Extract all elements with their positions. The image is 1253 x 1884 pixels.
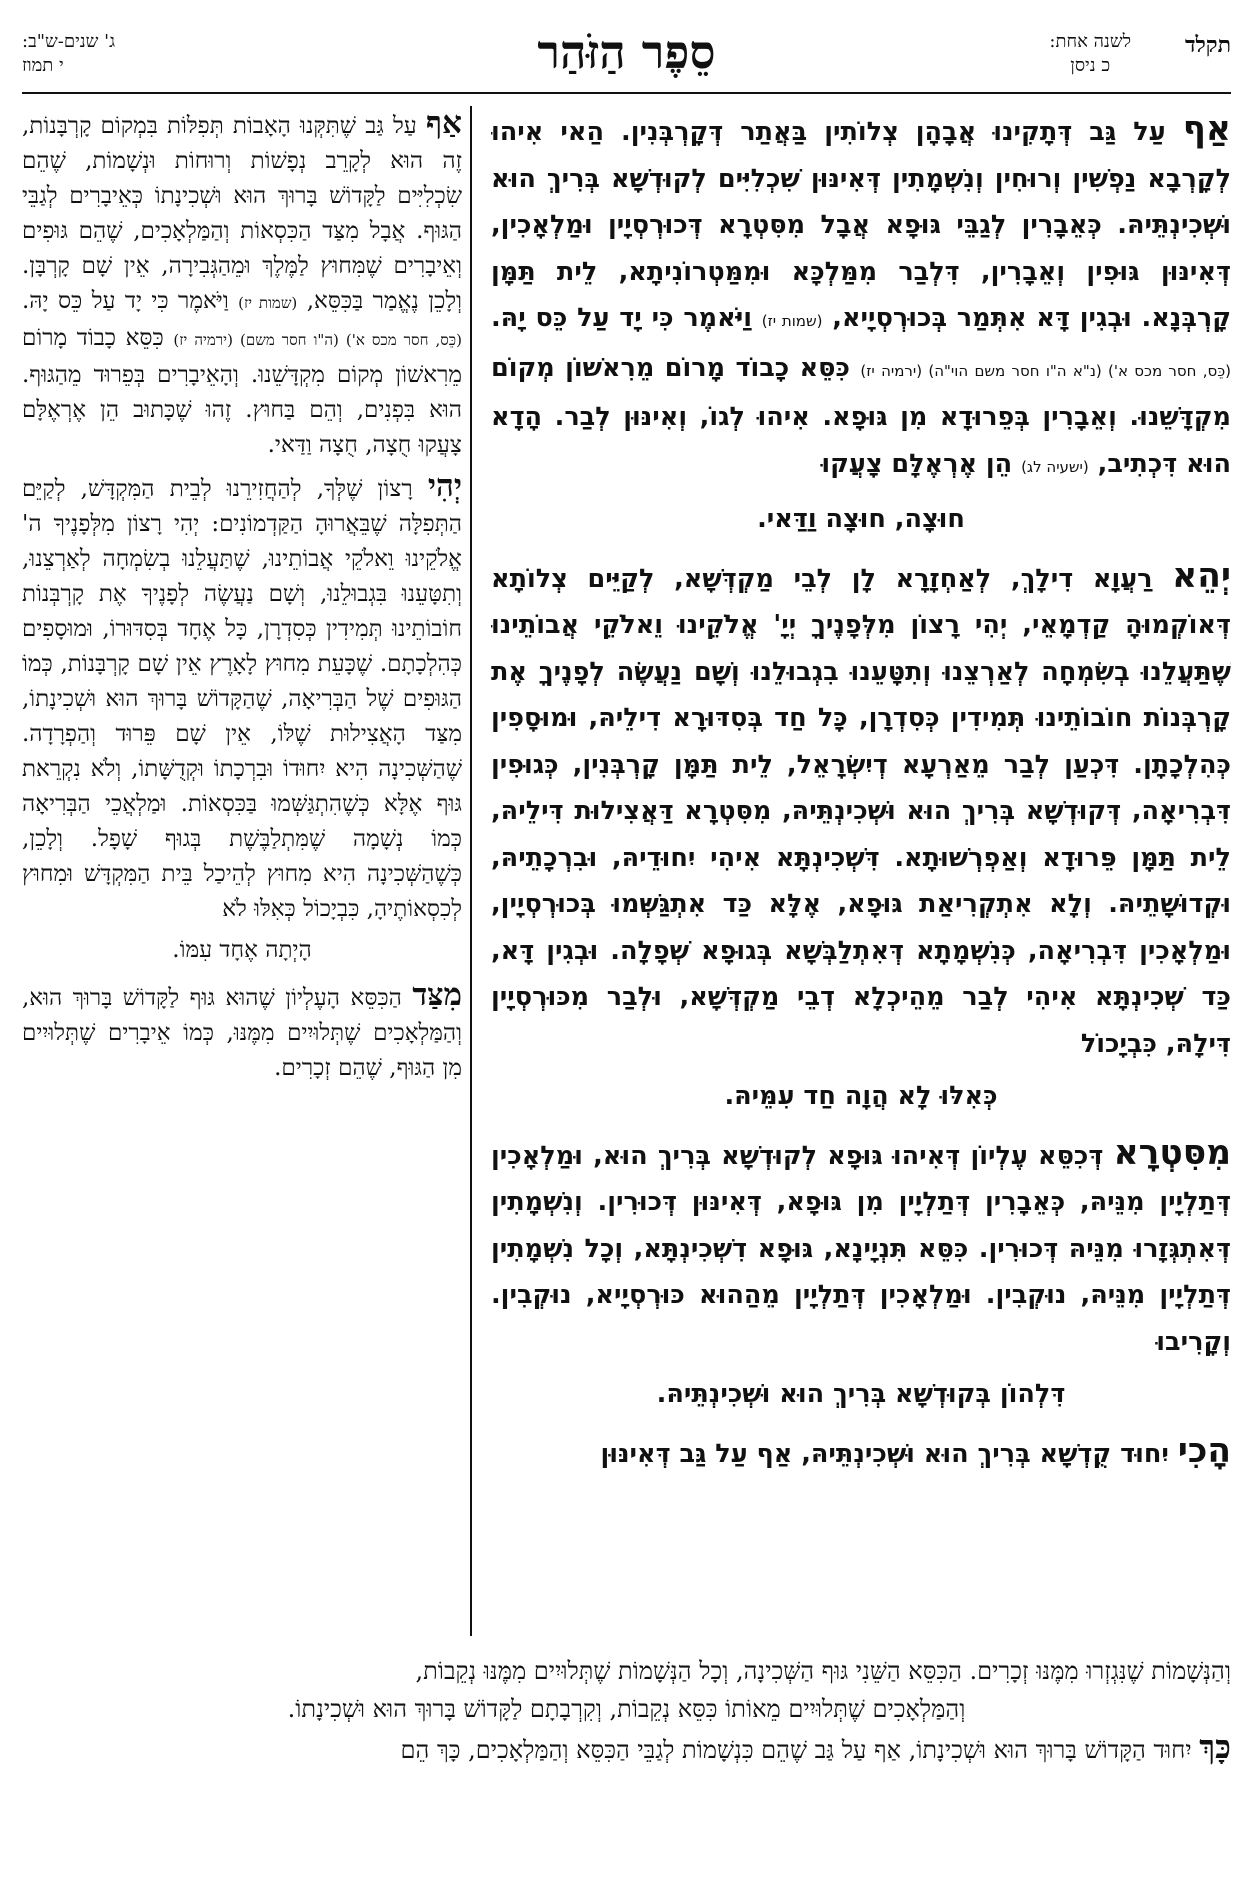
translation-paragraph-2 <box>22 469 462 927</box>
aramaic-paragraph-1 <box>491 106 1231 490</box>
paragraph-text: וַיֹּאמֶר כִּי יָד עַל כֵּס יָהּ. <box>491 303 762 333</box>
paragraph-text: עַל גַּב דְּתָקִינוּ אֲבָהָן צְלוֹתִין בַּאֲתַר דְּקָרְבְּנִין. הַאי אִיהוּ לְקָרְבָא נַפְשִׁין וְרוּחִין וְנִשְׁמָתִין דְּאִינּוּן שִׁכְלִיִּים לְקוּדְשָׁא בְּרִיךְ הוּא וּשְׁכִינְתֵּיהּ. כְּאֵבָרִין לְגַבֵּי גּוּפָא אֲבָל מִסִּטְרָא דְּכוּרְסְיָין וּמַלְאָכִין, דְּאִינּוּן גּוּפִין וְאֵבָרִין, דִּלְבַר מִמַּלְכָּא וּמִמַּטְרוֹנִיתָא, לֵית תַּמָּן קָרְבְּנָא. וּבְגִין דָּא אִתְּמַר בְּכוּרְסְיָיא, <box>491 117 1231 333</box>
paragraph-text: הֵן אֶרְאֶלָּם צָעֲקוּ <box>821 448 1022 479</box>
aramaic-paragraph-3 <box>491 1130 1231 1366</box>
three-year-date: י תמוז <box>22 55 64 76</box>
paragraph-text: דְּכִסֵּא עֶלְיוֹן דְּאִיהוּ גּוּפָא לְקוּדְשָׁא בְּרִיךְ הוּא, וּמַלְאָכִין דְּתַלְיָין מִנֵּיהּ, כְּאֵבָרִין דְּתַלְיָין מִן גּוּפָא, דְּאִינּוּן דְּכוּרִין. וְנִשְׁמָתִין דְּאִתְגְּזָרוּ מִנֵּיהּ דְּכוּרִין. כִּסֵּא תִּנְיָינָא, גּוּפָא דִשְׁכִינְתָּא, וְכָל נִשְׁמָתִין דְּתַלְיָין מִנֵּיהּ, נוּקְבִין. וּמַלְאָכִין דְּתַלְיָין מֵהַהוּא כּוּרְסְיָיא, נוּקְבִין. וְקָרִיבוּ <box>491 1140 1231 1357</box>
paragraph-lead-word: הָכִי <box>1177 1430 1231 1471</box>
aramaic-column <box>491 106 1231 1641</box>
hebrew-translation-column <box>22 106 462 1641</box>
paragraph-lead-word: מִסִּטְרָא <box>1113 1132 1231 1173</box>
paragraph-text: הַכִּסֵּא הָעֶלְיוֹן שֶׁהוּא גּוּף לַקָּדוֹשׁ בָּרוּךְ הוּא, וְהַמַּלְאָכִים שֶׁתְּלוּיִים מִמֶּנּוּ, כְּמוֹ אֵיבָרִים שֶׁתְּלוּיִים מִן הַגּוּף, שֶׁהֵם זְכָרִים. <box>22 985 462 1081</box>
paragraph-lead-word: יְהֵא <box>1172 555 1231 596</box>
paragraph-lead-word: יְהִי <box>427 468 462 504</box>
footer-line-3 <box>22 1728 1231 1769</box>
paragraph-text: יִחוּד קֻדְשָׁא בְּרִיךְ הוּא וּשְׁכִינְתֵּיהּ, אַף עַל גַּב דְּאִינּוּן <box>600 1438 1178 1469</box>
paragraph-lead-word: מִצַּד <box>412 977 462 1013</box>
paragraph-closing-line: כְּאִלּוּ לָא הֲוָה חַד עִמֵּיהּ. <box>724 1081 998 1111</box>
header-rule <box>22 92 1231 94</box>
paragraph-text: רַעֲוָא דִילָךְ, לְאַחְזָרָא לָן לְבֵי מַקְדְּשָׁא, לְקַיֵּים צְלוֹתָא דְּאוֹקְמוּהָ קַדְמָאֵי, יְהִי רָצוֹן מִלְּפָנֶיךָ יְיָ' אֱלֹקֵינוּ וֵאלֹקֵי אֲבוֹתֵינוּ שֶׁתַּעֲלֵנוּ בְשִׂמְחָה לְאַרְצֵנוּ וְתִטָּעֵנוּ בִגְבוּלֵנוּ וְשָׁם נַעֲשֶׂה לְפָנֶיךָ אֶת קָרְבְּנוֹת חוֹבוֹתֵינוּ תְּמִידִין כְּסִדְרָן, כָּל חַד בְּסִדּוּרָא דִילֵיהּ, וּמוּסָפִין כְּהִלְכָתָן. דִּכְעַן לְבַר מֵאַרְעָא דְיִשְׂרָאֵל, לֵית תַּמָּן קָרְבְּנִין, כְּגוּפִין דִּבְרִיאָה, דְּקוּדְשָׁא בְּרִיךְ הוּא וּשְׁכִינְתֵּיהּ, מִסִּטְרָא דַּאֲצִילוּת דִּילֵיהּ, לֵית תַּמָּן פֵּרוּדָא וְאַפְרְשׁוּתָא. דִּשְׁכִינְתָּא אִיהִי יִחוּדֵיהּ, וּבִרְכָתֵיהּ, וּקְדוּשָׁתֵיהּ. וְלָא אִתְקְרִיאַת גּוּפָא, אֶלָּא כַּד אִתְגַּשְּׁמוּ בְּכוּרְסְיָין, וּמַלְאָכִין דִּבְרִיאָה, כְּנִשְׁמָתָא דְּאִתְלַבְּשָׁא בְּגוּפָא שְׁפָלָה. וּבְגִין דָּא, כַּד שְׁכִינְתָּא אִיהִי לְבַר מֵהֵיכְלָא דְבֵי מַקְדְּשָׁא, וּלְבַר מִכּוּרְסְיָין דִּילָהּ, כִּבְיָכוֹל <box>491 563 1231 1059</box>
translation-paragraph-1 <box>22 106 462 463</box>
paragraph-closing-line: חוּצָה, חוּצָה וַדַּאי. <box>757 504 965 534</box>
column-divider <box>470 106 472 1636</box>
verse-reference: (כֵּס, חסר מכס א') (נ"א ה"ו חסר משם הוי"ה) (ירמיה יז) <box>860 361 1231 380</box>
paragraph-lead-word: אַף <box>1182 109 1231 149</box>
paragraph-closing-line: הָיְתָה אֶחָד עִמּוֹ. <box>172 937 312 963</box>
footer-line-1: וְהַנְּשָׁמוֹת שֶׁנִּגְזְרוּ מִמֶּנּוּ זְכָרִים. הַכִּסֵּא הַשֵּׁנִי גּוּף הַשְּׁכִינָה, וְכָל הַנְּשָׁמוֹת שֶׁתְּלוּיִים מִמֶּנּוּ נְקֵבוֹת, <box>415 1657 1231 1685</box>
aramaic-paragraph-2 <box>491 553 1231 1068</box>
paragraph-lead-word: כָּךְ <box>1199 1728 1231 1766</box>
three-year-schedule <box>22 30 115 78</box>
verse-reference: (כֵּס, חסר מכס א') (ה"ו חסר משם) (ירמיה יז) <box>173 331 462 349</box>
book-title: סֵפֶר הַזֹּהַר <box>537 25 716 79</box>
paragraph-lead-word: אַף <box>425 106 462 141</box>
verse-reference: (ישעיה לג) <box>1021 457 1089 476</box>
footer-line-2: וְהַמַּלְאָכִים שֶׁתְּלוּיִים מֵאוֹתוֹ כִּסֵּא נְקֵבוֹת, וְקִרְבָתָם לַקָּדוֹשׁ בָּרוּךְ הוּא וּשְׁכִינָתוֹ. <box>287 1695 966 1723</box>
paragraph-text: רָצוֹן שֶׁלְּךָ, לְהַחֲזִירֵנוּ לְבֵית הַמִּקְדָּשׁ, לְקַיֵּם הַתְּפִלָּה שֶׁבֵּאֲרוּהָ הַקַּדְמוֹנִים: יְהִי רָצוֹן מִלְּפָנֶיךָ ה' אֱלֹקֵינוּ וֵאלֹקֵי אֲבוֹתֵינוּ, שֶׁתַּעֲלֵנוּ בְשִׂמְחָה לְאַרְצֵנוּ, וְתִטָּעֵנוּ בִּגְבוּלֵנוּ, וְשָׁם נַעֲשֶׂה לְפָנֶיךָ אֶת קָרְבְּנוֹת חוֹבוֹתֵינוּ תְּמִידִין כְּסִדְרָן, כָּל אֶחָד בְּסִדּוּרוֹ, וּמוּסָפִים כְּהִלְכָתָם. שֶׁכָּעֵת מִחוּץ לָאָרֶץ אֵין שָׁם קָרְבָּנוֹת, כְּמוֹ הַגּוּפִים שֶׁל הַבְּרִיאָה, שֶׁהַקָּדוֹשׁ בָּרוּךְ הוּא וּשְׁכִינָתוֹ, מִצַּד הָאֲצִילוּת שֶׁלּוֹ, אֵין שָׁם פֵּרוּד וְהַפְרָדָה. שֶׁהַשְּׁכִינָה הִיא יִחוּדוֹ וּבִרְכָתוֹ וּקְדֻשָּׁתוֹ, וְלֹא נִקְרֵאת גּוּף אֶלָּא כְּשֶׁהִתְגַּשְּׁמוּ בַּכִּסְאוֹת. וּמַלְאֲכֵי הַבְּרִיאָה כְּמוֹ נְשָׁמָה שֶׁמִּתְלַבֶּשֶׁת בְּגוּף שָׁפָל. וְלָכֵן, כְּשֶׁהַשְּׁכִינָה הִיא מִחוּץ לְהֵיכַל בֵּית הַמִּקְדָּשׁ וּמִחוּץ לְכִסְאוֹתֶיהָ, כִּבְיָכוֹל כְּאִלּוּ לֹא <box>22 476 462 922</box>
paragraph-text: עַל גַּב שֶׁתִּקְּנוּ הָאָבוֹת תְּפִלּוֹת בִּמְקוֹם קָרְבָּנוֹת, זֶה הוּא לְקָרֵב נְפָשׁוֹת וְרוּחוֹת וּנְשָׁמוֹת, שֶׁהֵם שִׂכְלִיִּים לַקָּדוֹשׁ בָּרוּךְ הוּא וּשְׁכִינָתוֹ כְּאֵיבָרִים לְגַבֵּי הַגּוּף. אֲבָל מִצַּד הַכִּסְאוֹת וְהַמַּלְאָכִים, שֶׁהֵם גּוּפִים וְאֵיבָרִים שֶׁמִּחוּץ לַמֶּלֶךְ וּמֵהַגְּבִירָה, אֵין שָׁם קָרְבָּן. וְלָכֵן נֶאֱמַר בַּכִּסֵּא, <box>22 113 462 314</box>
paragraph-text: כִּסֵּא כָבוֹד מָרוֹם מֵרִאשׁוֹן מְקוֹם מִקְדָּשֵׁנוּ. וְהָאֵיבָרִים בְּפֵרוּד מֵהַגּוּף. הוּא בִּפְנִים, וְהֵם בַּחוּץ. זֶהוּ שֶׁכָּתוּב הֵן אֶרְאֶלָּם צָעֲקוּ חֻצָה, חֻצָה וַדַּאי. <box>22 325 462 458</box>
page-header <box>22 20 1231 90</box>
paragraph-text: כִּסֵּא כָבוֹד מָרוֹם מֵרִאשׁוֹן מְקוֹם מִקְדָּשֵׁנוּ. וְאֵבָרִין בְּפֵרוּדָא מִן גּוּפָא. אִיהוּ לְגוֹ, וְאִינּוּן לְבַר. הָדָא הוּא דִּכְתִיב, <box>491 352 1231 479</box>
verse-reference: (שמות יז) <box>761 312 823 330</box>
one-year-date: כ ניסן <box>1070 55 1111 76</box>
paragraph-text: יִחוּד הַקָּדוֹשׁ בָּרוּךְ הוּא וּשְׁכִינָתוֹ, אַף עַל גַּב שֶׁהֵם כִּנְשָׁמוֹת לְגַבֵּי הַכִּסֵּא וְהַמַּלְאָכִים, כָּךְ הֵם <box>400 1736 1200 1764</box>
footer-translation <box>22 1652 1231 1769</box>
paragraph-text: וַיֹּאמֶר כִּי יָד עַל כֵּס יָהּ. <box>22 288 239 314</box>
paragraph-closing-line: דִּלְהוֹן בְּקוּדְשָׁא בְּרִיךְ הוּא וּשְׁכִינְתֵּיהּ. <box>656 1379 1066 1409</box>
aramaic-paragraph-4 <box>491 1428 1231 1478</box>
translation-paragraph-3 <box>22 978 462 1086</box>
verse-reference: (שמות יז) <box>238 294 298 312</box>
one-year-label: לשנה אחת: <box>1049 31 1131 52</box>
three-year-label: ג' שנים-ש"ב: <box>22 31 116 52</box>
page-number: תקלד <box>1184 32 1231 58</box>
